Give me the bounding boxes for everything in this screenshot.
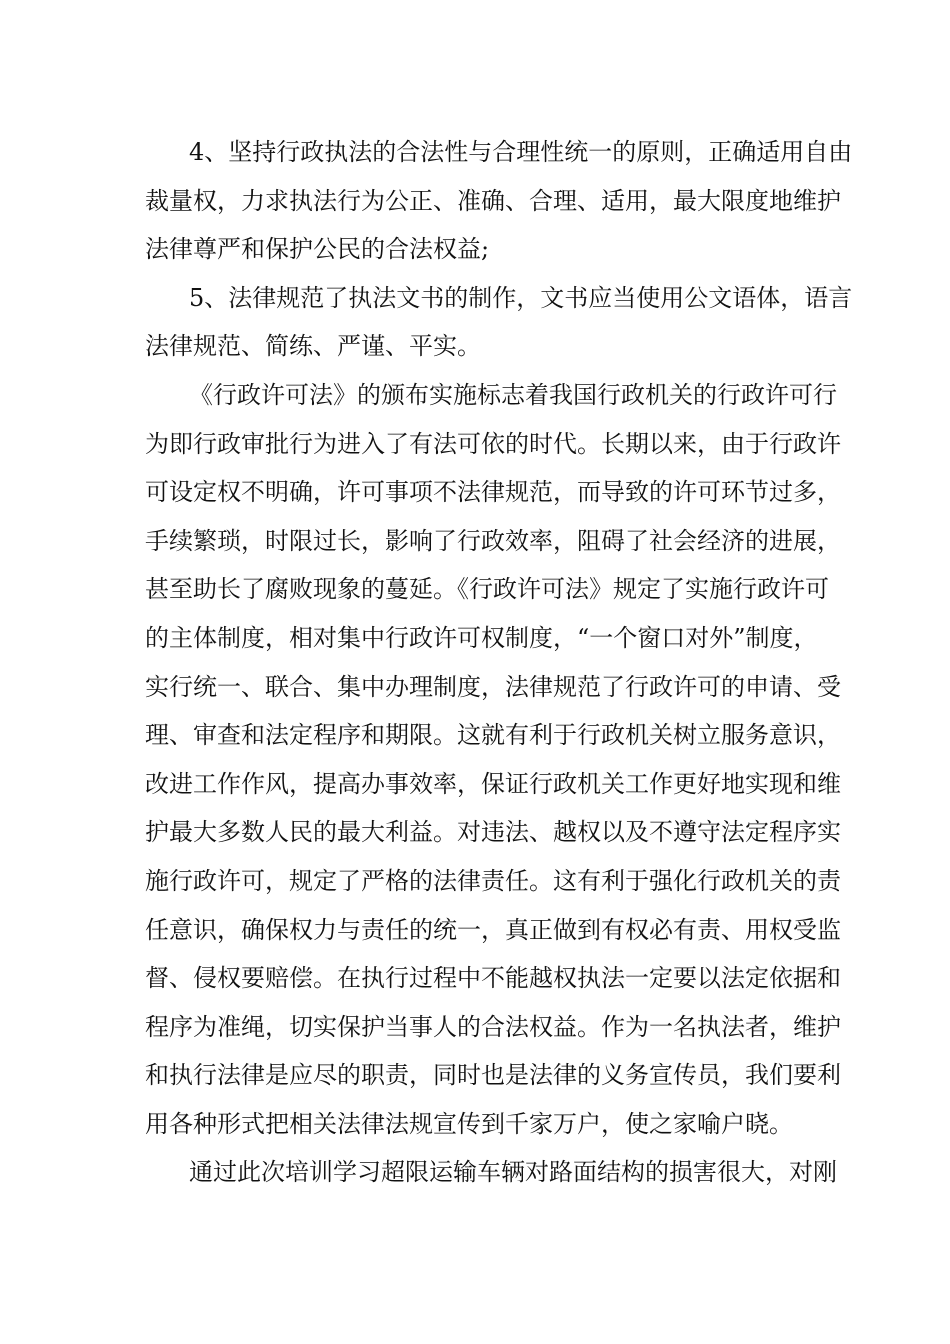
text-line: 法律尊严和保护公民的合法权益;: [145, 235, 490, 264]
text-line: 为即行政审批行为进入了有法可依的时代。长期以来，由于行政许: [145, 429, 841, 458]
text-line: 5、法律规范了执法文书的制作，文书应当使用公文语体，语言: [189, 283, 853, 312]
text-line: 实行统一、联合、集中办理制度，法律规范了行政许可的申请、受: [145, 672, 841, 701]
text-line: 任意识，确保权力与责任的统一，真正做到有权必有责、用权受监: [145, 915, 841, 944]
text-line: 施行政许可，规定了严格的法律责任。这有利于强化行政机关的责: [145, 866, 841, 895]
text-line: 4、坚持行政执法的合法性与合理性统一的原则，正确适用自由: [189, 138, 853, 166]
text-line: 通过此次培训学习超限运输车辆对路面结构的损害很大，对刚: [189, 1158, 837, 1187]
document-body: [145, 128, 853, 1197]
paragraph-principle-5: [145, 274, 853, 371]
text-line: 护最大多数人民的最大利益。对违法、越权以及不遵守法定程序实: [145, 818, 841, 847]
paragraph-administrative-licensing-law: [145, 371, 841, 1149]
text-line: 《行政许可法》的颁布实施标志着我国行政机关的行政许可行: [189, 380, 837, 409]
text-line: 和执行法律是应尽的职责，同时也是法律的义务宣传员，我们要利: [145, 1061, 841, 1090]
text-line: 用各种形式把相关法律法规宣传到千家万户，使之家喻户晓。: [145, 1109, 793, 1138]
text-line: 督、侵权要赔偿。在执行过程中不能越权执法一定要以法定依据和: [145, 964, 841, 993]
text-line: 甚至助长了腐败现象的蔓延。《行政许可法》规定了实施行政许可: [145, 575, 829, 604]
paragraph-training-overload: [145, 1148, 837, 1197]
text-line: 裁量权，力求执法行为公正、准确、合理、适用，最大限度地维护: [145, 186, 841, 215]
paragraph-principle-4: [145, 128, 853, 274]
text-line: 理、审查和法定程序和期限。这就有利于行政机关树立服务意识，: [145, 721, 841, 750]
text-line: 法律规范、简练、严谨、平实。: [145, 332, 481, 361]
text-line: 手续繁琐，时限过长，影响了行政效率，阻碍了社会经济的进展，: [145, 526, 841, 555]
text-line: 可设定权不明确，许可事项不法律规范，而导致的许可环节过多，: [145, 478, 841, 507]
text-line: 改进工作作风，提高办事效率，保证行政机关工作更好地实现和维: [145, 769, 841, 798]
text-line: 的主体制度，相对集中行政许可权制度，“一个窗口对外”制度，: [145, 623, 818, 652]
text-line: 程序为准绳，切实保护当事人的合法权益。作为一名执法者，维护: [145, 1012, 841, 1041]
